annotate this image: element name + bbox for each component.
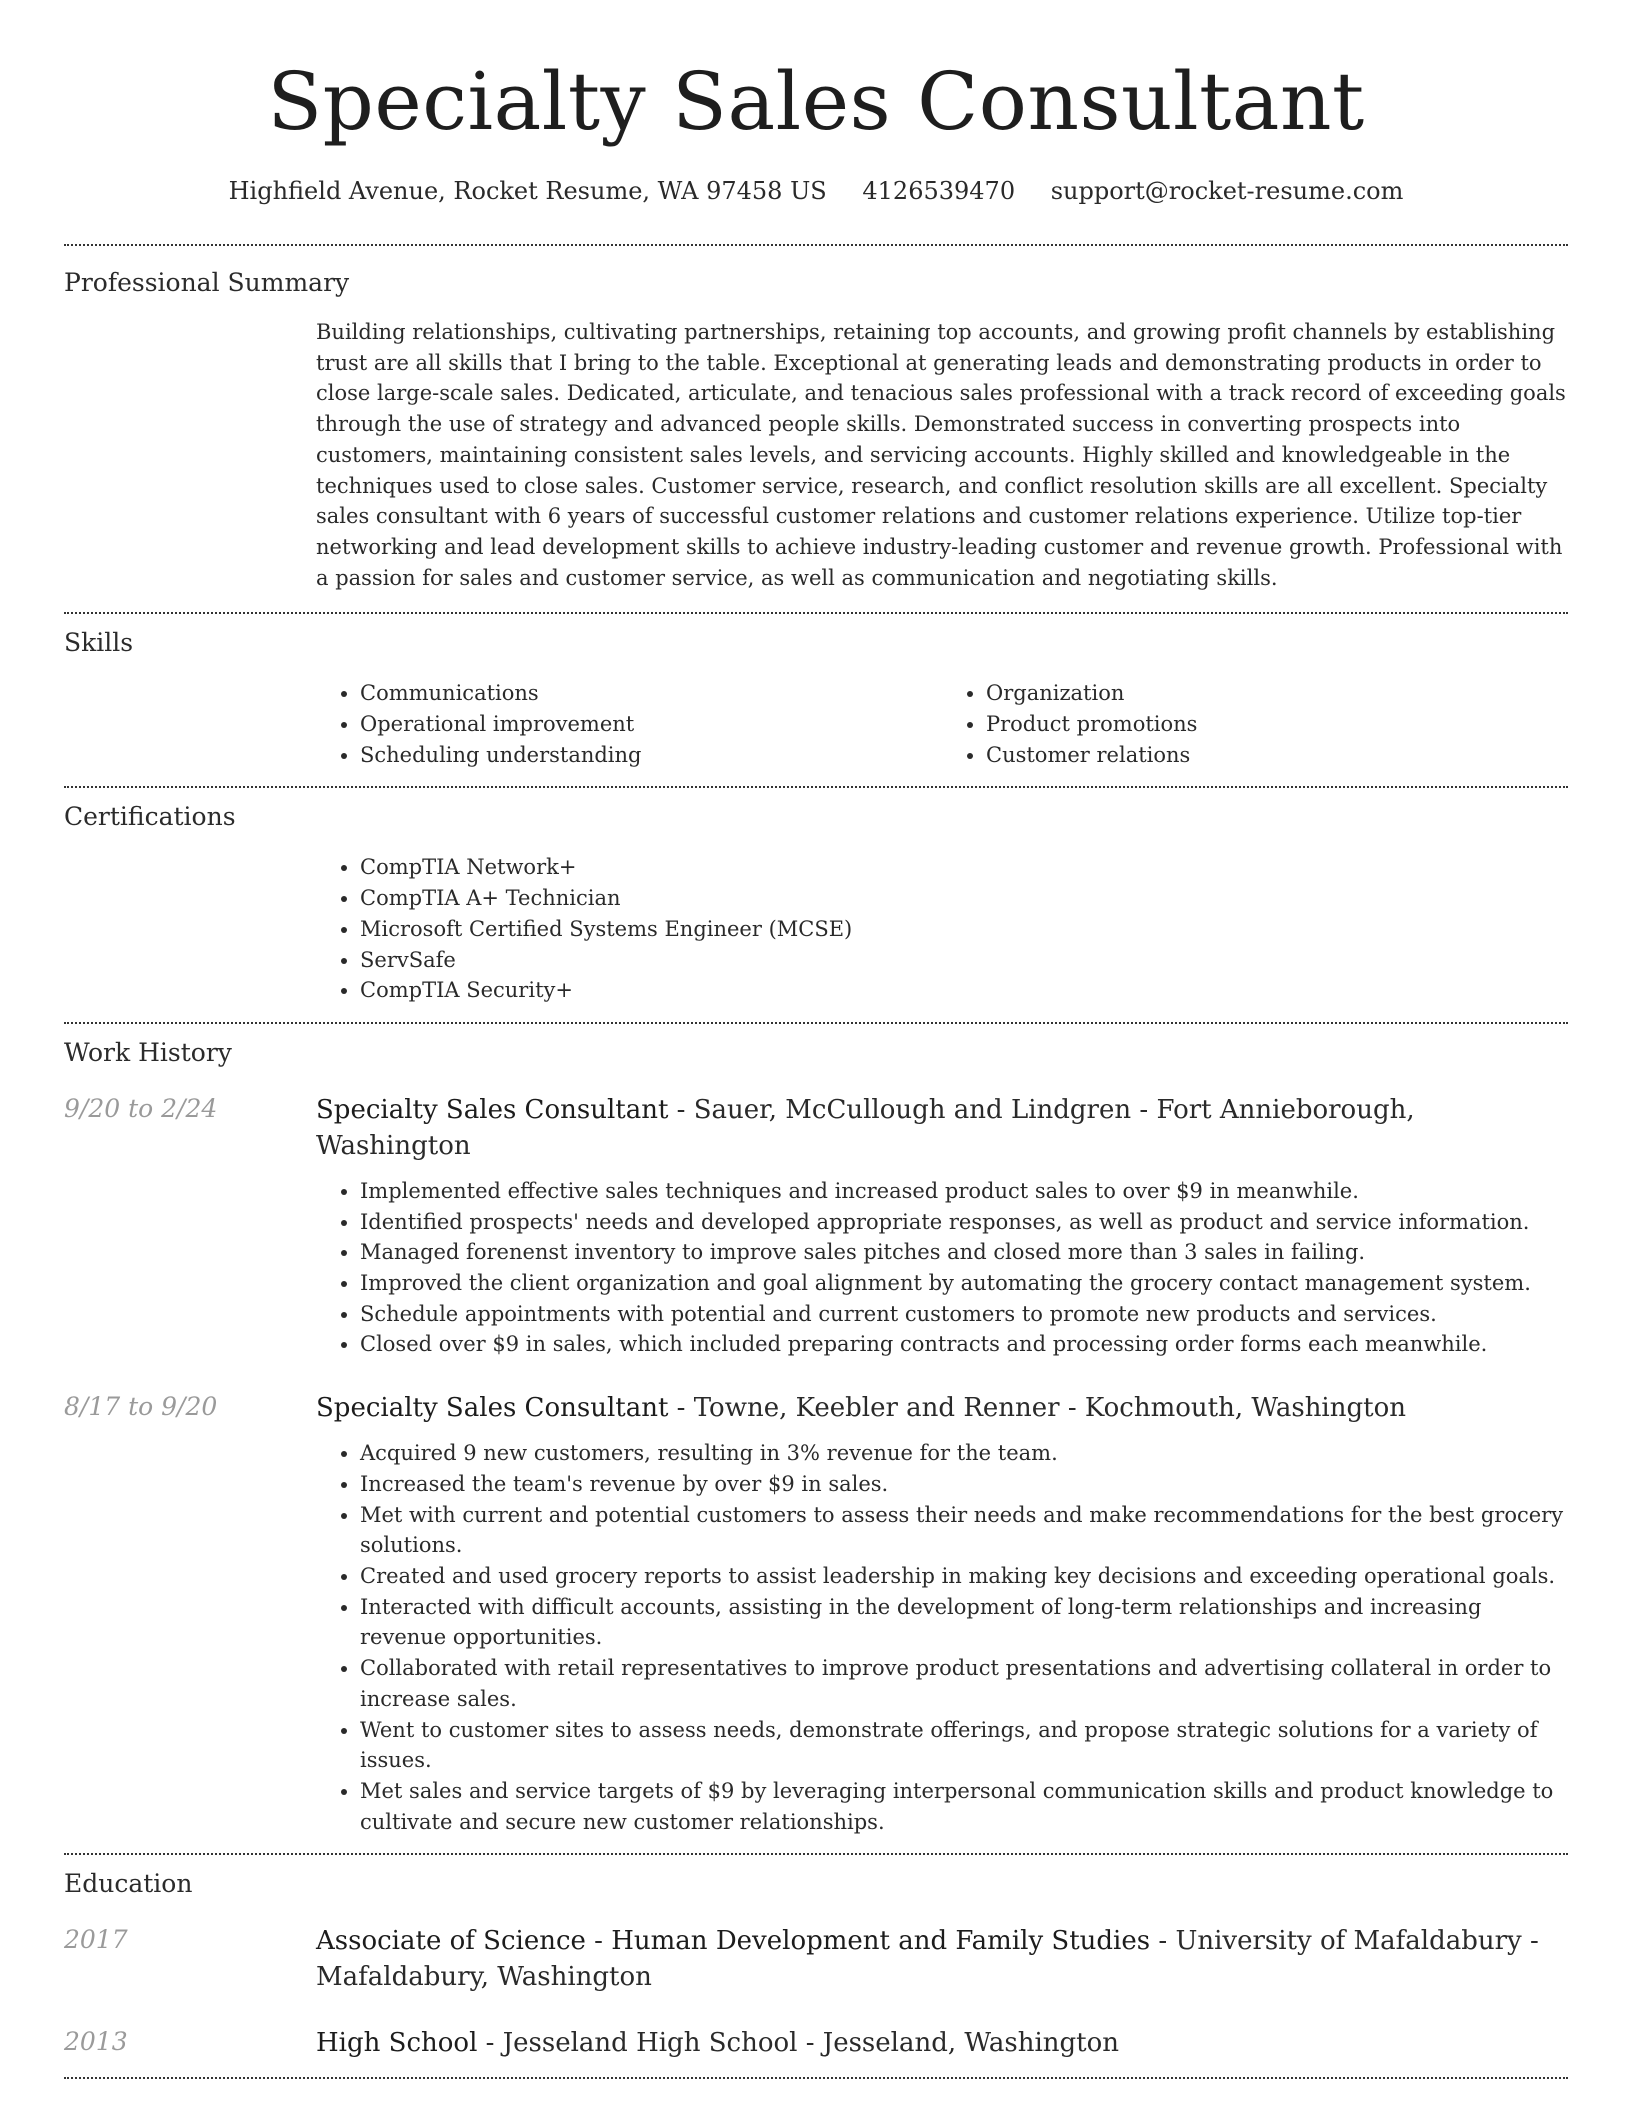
job-role: Specialty Sales Consultant <box>316 1094 669 1125</box>
section-title-education: Education <box>64 1869 193 1899</box>
education-degree: High School <box>316 2028 478 2059</box>
job-bullet: • Implemented effective sales techniques and increased product sales to over $9 in meanwhile. <box>360 1176 1568 1207</box>
job-bullets <box>316 1176 1568 1360</box>
section-certifications <box>64 788 1568 1022</box>
section-education <box>64 1855 1568 2077</box>
skills-list-right <box>942 678 1568 770</box>
resume-name: Specialty Sales Consultant <box>267 55 1365 148</box>
section-title-skills: Skills <box>64 628 134 658</box>
certification-item: • CompTIA Network+ <box>360 852 1568 883</box>
education-entry <box>64 2025 1568 2061</box>
skill-item: • Organization <box>986 678 1568 709</box>
education-heading: High School - Jesseland High School - Jesseland, Washington <box>316 2028 1120 2059</box>
job-dates: 8/17 to 9/20 <box>64 1392 218 1422</box>
job-bullet: • Met with current and potential customers to assess their needs and make recommendations for the best grocery solutions. <box>360 1500 1568 1561</box>
job-entry <box>64 1390 1568 1837</box>
education-entry <box>64 1923 1568 1995</box>
education-year: 2017 <box>64 1925 128 1955</box>
job-role: Specialty Sales Consultant <box>316 1393 669 1424</box>
certification-item: • ServSafe <box>360 945 1568 976</box>
job-bullets-body <box>316 1438 1568 1837</box>
section-work-history <box>64 1024 1568 1853</box>
job-heading: Specialty Sales Consultant - Towne, Keebler and Renner - Kochmouth, Washington <box>316 1393 1406 1424</box>
certifications-body <box>316 852 1568 1006</box>
job-company: Towne, Keebler and Renner <box>693 1393 1060 1424</box>
skill-item: • Communications <box>360 678 942 709</box>
divider <box>64 2077 1568 2079</box>
skill-item: • Scheduling understanding <box>360 740 942 771</box>
job-bullet: • Schedule appointments with potential and current customers to promote new products and services. <box>360 1299 1568 1330</box>
job-entry <box>64 1092 1568 1360</box>
certification-item: • CompTIA Security+ <box>360 975 1568 1006</box>
job-bullet: • Closed over $9 in sales, which included preparing contracts and processing order forms each meanwhile. <box>360 1329 1568 1360</box>
certification-item: • Microsoft Certified Systems Engineer (MCSE) <box>360 914 1568 945</box>
certifications-list <box>316 852 1568 1006</box>
job-bullet: • Collaborated with retail representatives to improve product presentations and advertising collateral in order to increase sales. <box>360 1653 1568 1714</box>
job-bullets <box>316 1438 1568 1837</box>
job-bullet: • Went to customer sites to assess needs, demonstrate offerings, and propose strategic solutions for a variety of issues. <box>360 1715 1568 1776</box>
job-location: Kochmouth, Washington <box>1084 1393 1406 1424</box>
education-school: University of Mafaldabury <box>1175 1926 1522 1957</box>
job-location: Fort Annieborough, Washington <box>316 1094 1415 1161</box>
job-bullet: • Increased the team's revenue by over $9 in sales. <box>360 1469 1568 1500</box>
phone: 4126539470 <box>862 177 1016 205</box>
certification-item: • CompTIA A+ Technician <box>360 883 1568 914</box>
job-bullet: • Acquired 9 new customers, resulting in 3% revenue for the team. <box>360 1438 1568 1469</box>
job-bullet: • Interacted with difficult accounts, assisting in the development of long-term relationships and increasing revenue opportunities. <box>360 1592 1568 1653</box>
section-title-work: Work History <box>64 1037 232 1067</box>
section-title-certifications: Certifications <box>64 802 236 832</box>
education-field: Human Development and Family Studies <box>611 1926 1151 1957</box>
skills-list-left <box>316 678 942 770</box>
skill-item: • Product promotions <box>986 709 1568 740</box>
skill-item: • Operational improvement <box>360 709 942 740</box>
education-heading: Associate of Science - Human Development and Family Studies - University of Mafaldabury - Mafaldabury, Washington <box>316 1926 1539 1993</box>
address: Highfield Avenue, Rocket Resume, WA 97458 US <box>228 177 827 205</box>
job-bullet: • Improved the client organization and goal alignment by automating the grocery contact management system. <box>360 1268 1568 1299</box>
email: support@rocket-resume.com <box>1050 177 1404 205</box>
job-bullet: • Created and used grocery reports to assist leadership in making key decisions and exceeding operational goals. <box>360 1561 1568 1592</box>
section-summary <box>64 246 1568 612</box>
job-bullets-body <box>316 1176 1568 1360</box>
summary-text: Building relationships, cultivating partnerships, retaining top accounts, and growing profit channels by establishing trust are all skills that I bring to the table. Exceptional at generating leads and demonstrating products in order to close large-scale sales. Dedicated, articulate, and tenacious sales professional with a track record of exceeding goals through the use of strategy and advanced people skills. Demonstrated success in converting prospects into customers, maintaining consistent sales levels, and servicing accounts. Highly skilled and knowledgeable in the techniques used to close sales. Customer service, research, and conflict resolution skills are all excellent. Specialty sales consultant with 6 years of successful customer relations and customer relations experience. Utilize top-tier networking and lead development skills to achieve industry-leading customer and revenue growth. Professional with a passion for sales and customer service, as well as communication and negotiating skills. <box>316 320 1566 590</box>
section-title-summary: Professional Summary <box>64 268 350 297</box>
education-school: Jesseland High School <box>502 2028 798 2059</box>
job-bullet: • Met sales and service targets of $9 by leveraging interpersonal communication skills and product knowledge to cultivate and secure new customer relationships. <box>360 1776 1568 1837</box>
job-bullet: • Managed forenenst inventory to improve sales pitches and closed more than 3 sales in failing. <box>360 1237 1568 1268</box>
job-dates: 9/20 to 2/24 <box>64 1093 218 1123</box>
section-skills <box>64 614 1568 786</box>
job-bullet: • Identified prospects' needs and developed appropriate responses, as well as product and service information. <box>360 1207 1568 1238</box>
skill-item: • Customer relations <box>986 740 1568 771</box>
education-location: Jesseland, Washington <box>822 2028 1120 2059</box>
job-heading: Specialty Sales Consultant - Sauer, McCullough and Lindgren - Fort Annieborough, Washington <box>316 1094 1415 1161</box>
education-location: Mafaldabury, Washington <box>316 1962 652 1993</box>
contact-line <box>64 174 1568 208</box>
skills-grid <box>316 678 1568 770</box>
summary-body <box>316 317 1568 593</box>
education-degree: Associate of Science <box>316 1926 586 1957</box>
education-year: 2013 <box>64 2027 128 2057</box>
job-company: Sauer, McCullough and Lindgren <box>693 1094 1132 1125</box>
